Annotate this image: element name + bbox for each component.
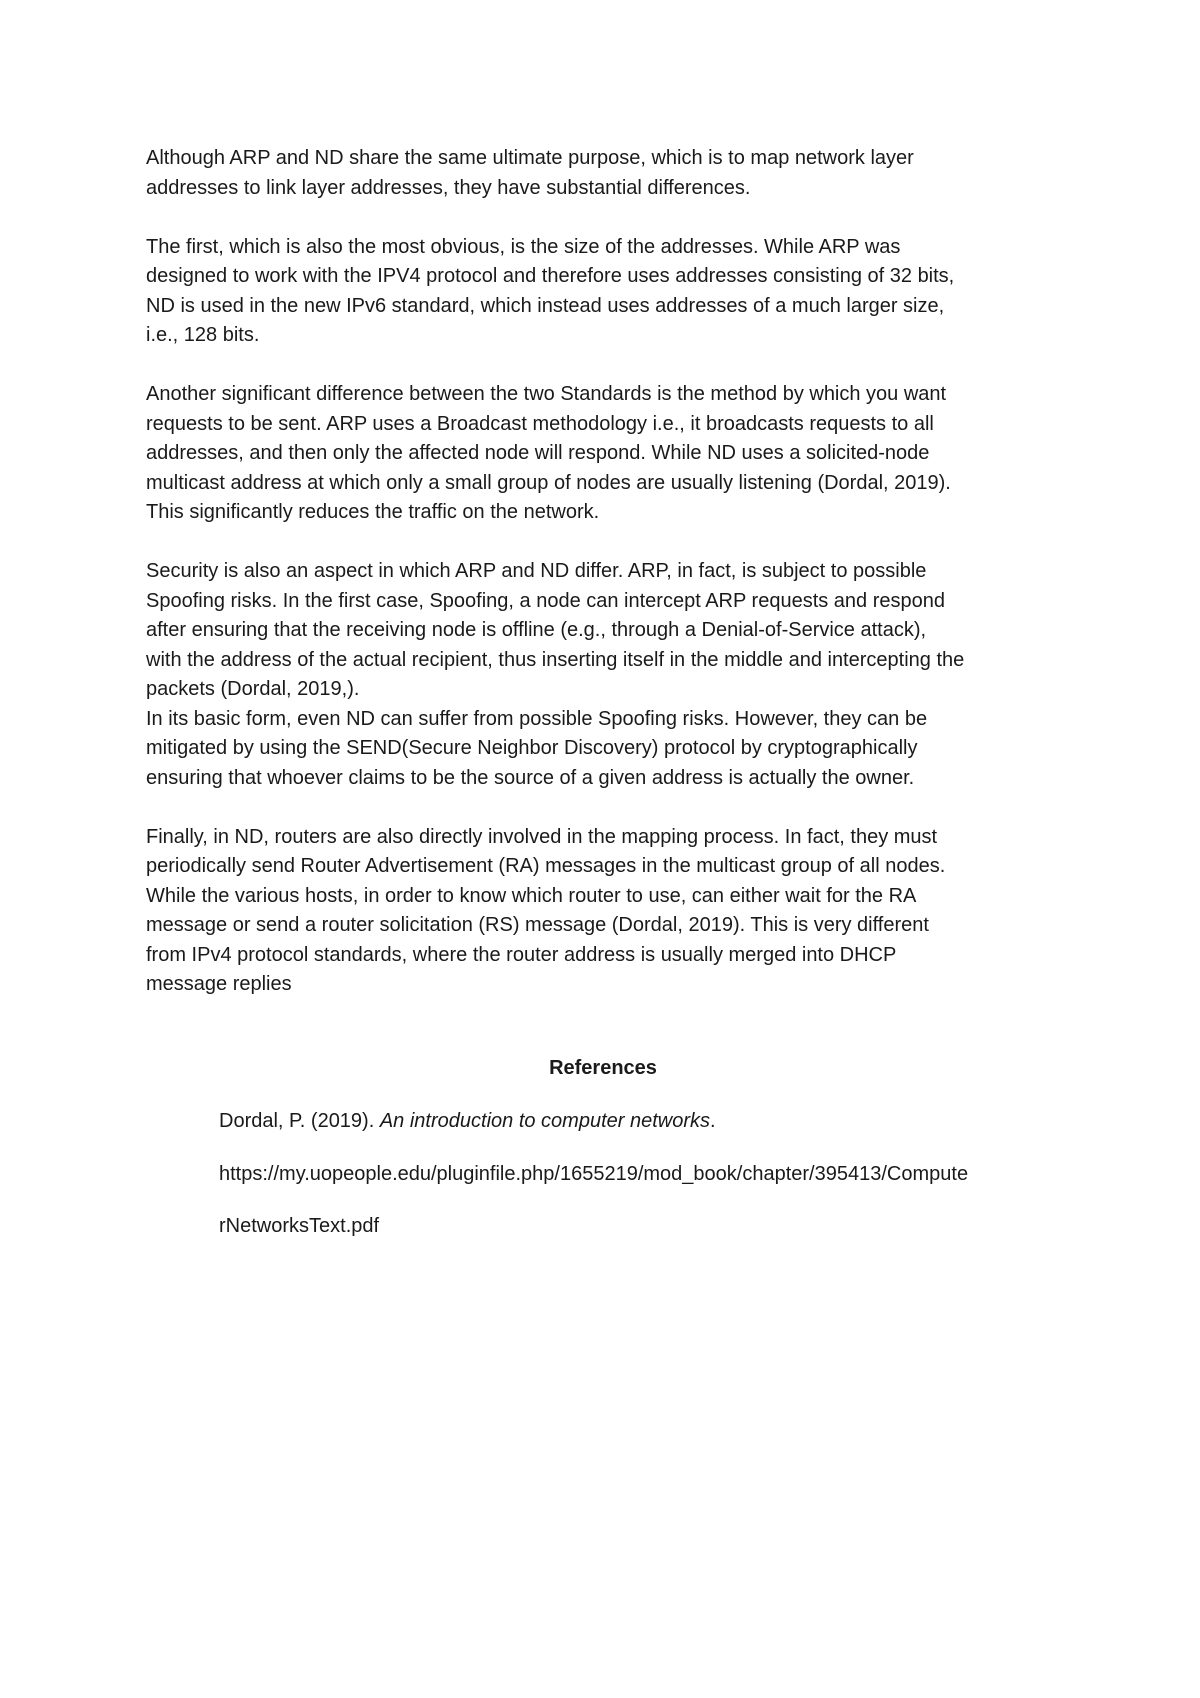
text-line: after ensuring that the receiving node is offline (e.g., through a Denial-of-Service attack), — [146, 619, 927, 641]
text-line: Spoofing risks. In the first case, Spoofing, a node can intercept ARP requests and respond — [146, 589, 946, 612]
paragraph-request-method — [146, 380, 1086, 528]
reference-title-end: . — [710, 1110, 716, 1132]
references-heading: References — [549, 1057, 657, 1079]
text-line: Another significant difference between the two Standards is the method by which you want — [146, 383, 947, 405]
body-text — [146, 144, 1086, 1000]
text-line: ND is used in the new IPv6 standard, which instead uses addresses of a much larger size, — [146, 294, 945, 317]
text-line: requests to be sent. ARP uses a Broadcast methodology i.e., it broadcasts requests to all — [146, 412, 934, 435]
paragraph-address-size — [146, 233, 1086, 351]
text-line: Finally, in ND, routers are also directly involved in the mapping process. In fact, they must — [146, 825, 938, 848]
text-line: with the address of the actual recipient, thus inserting itself in the middle and intercepting the — [146, 648, 965, 671]
text-line: from IPv4 protocol standards, where the router address is usually merged into DHCP — [146, 943, 897, 966]
paragraph-gap — [146, 351, 1086, 381]
paragraph-gap — [146, 203, 1086, 233]
text-line: ensuring that whoever claims to be the source of a given address is actually the owner. — [146, 766, 915, 789]
text-line: The first, which is also the most obvious, is the size of the addresses. While ARP was — [146, 235, 901, 258]
paragraph-intro — [146, 144, 1086, 203]
paragraph-routers — [146, 823, 1086, 1000]
text-line: designed to work with the IPV4 protocol and therefore uses addresses consisting of 32 bits, — [146, 265, 955, 287]
reference-author-year: Dordal, P. (2019). — [219, 1110, 380, 1132]
text-line: i.e., 128 bits. — [146, 324, 260, 346]
reference-citation — [219, 1107, 716, 1137]
reference-url-line-1: https://my.uopeople.edu/pluginfile.php/1655219/mod_book/chapter/395413/Compute — [219, 1163, 969, 1185]
text-line: message replies — [146, 973, 292, 995]
text-line: In its basic form, even ND can suffer from possible Spoofing risks. However, they can be — [146, 707, 928, 730]
reference-title: An introduction to computer networks — [379, 1110, 711, 1132]
paragraph-gap — [146, 528, 1086, 558]
text-line: periodically send Router Advertisement (RA) messages in the multicast group of all nodes. — [146, 855, 946, 877]
text-line: mitigated by using the SEND(Secure Neighbor Discovery) protocol by cryptographically — [146, 737, 918, 759]
text-line: addresses, and then only the affected node will respond. While ND uses a solicited-node — [146, 442, 930, 464]
text-line: Although ARP and ND share the same ultimate purpose, which is to map network layer — [146, 147, 914, 169]
text-line: While the various hosts, in order to know which router to use, can either wait for the RA — [146, 884, 917, 907]
text-line: This significantly reduces the traffic on the network. — [146, 501, 600, 523]
text-line: Security is also an aspect in which ARP and ND differ. ARP, in fact, is subject to possible — [146, 560, 927, 582]
text-line: addresses to link layer addresses, they have substantial differences. — [146, 176, 751, 199]
paragraph-security — [146, 557, 1086, 793]
text-line: packets (Dordal, 2019,). — [146, 678, 360, 700]
paragraph-gap — [146, 793, 1086, 823]
text-line: message or send a router solicitation (RS) message (Dordal, 2019). This is very different — [146, 914, 929, 936]
text-line: multicast address at which only a small group of nodes are usually listening (Dordal, 2019). — [146, 471, 951, 494]
reference-url-line-2: rNetworksText.pdf — [219, 1215, 380, 1237]
